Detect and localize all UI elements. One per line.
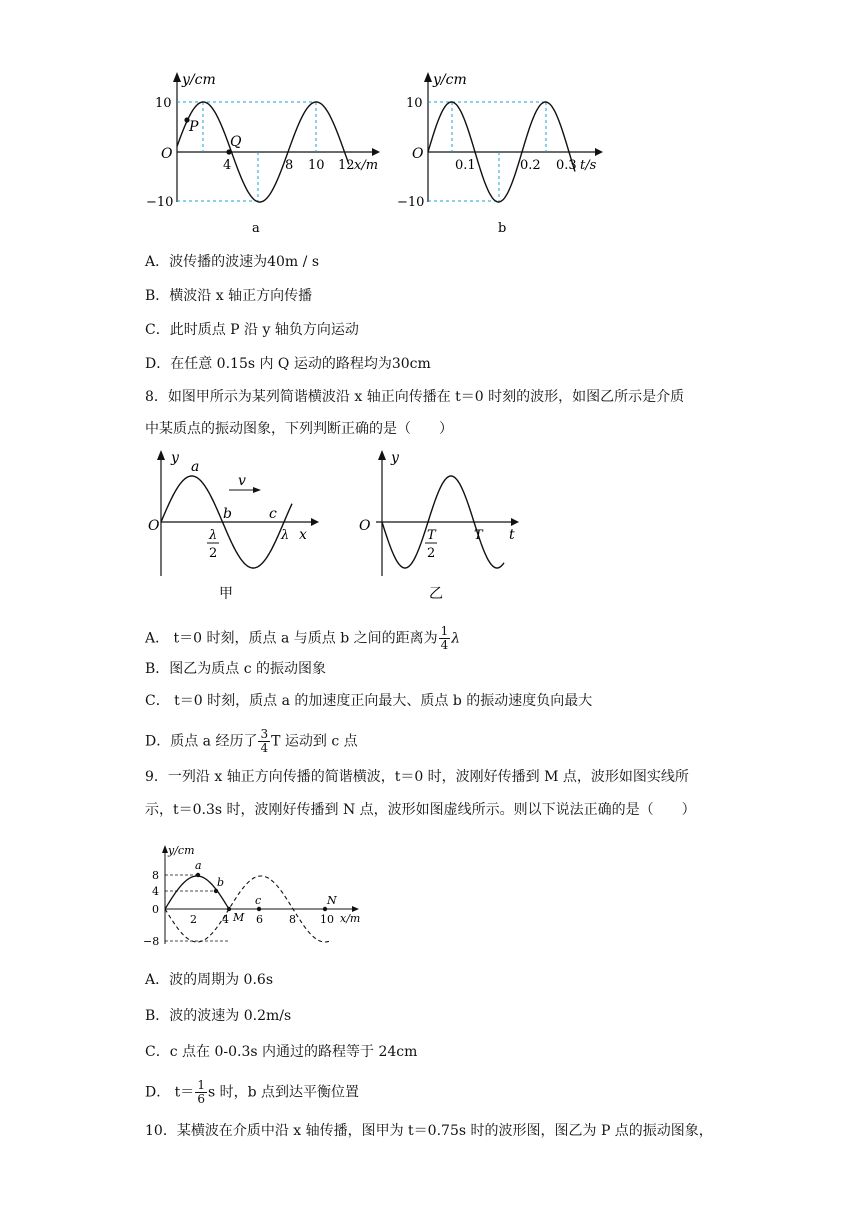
x-axis-label: x <box>299 527 307 543</box>
q8-option-d-text: D．质点 a 经历了 <box>145 733 258 750</box>
point-b-label: b <box>223 506 232 522</box>
q8-option-a <box>145 625 460 652</box>
x-tick-4: 4 <box>223 158 232 173</box>
figure-yi-vibration <box>355 448 530 603</box>
x-tick-0.2: 0.2 <box>520 158 541 173</box>
point-c-label: c <box>255 894 262 907</box>
q10-stem-line-1: 10．某横波在介质中沿 x 轴传播，图甲为 t＝0.75s 时的波形图，图乙为 P 点的振动图象， <box>145 1123 713 1139</box>
lambda-label: λ <box>281 528 290 543</box>
point-m-label: M <box>233 911 245 924</box>
point-a-dot <box>196 873 200 877</box>
point-c-dot <box>257 907 261 911</box>
q8-stem-line-2: 中某质点的振动图象，下列判断正确的是（ ） <box>145 421 453 437</box>
origin-label: O <box>412 146 424 162</box>
lambda-symbol: λ <box>451 630 461 647</box>
x-tick-8: 8 <box>289 913 296 926</box>
point-a-label: a <box>191 459 200 475</box>
q8-option-b: B．图乙为质点 c 的振动图象 <box>145 661 327 677</box>
y-min-label: −10 <box>397 195 425 210</box>
q9-option-c: C．c 点在 0-0.3s 内通过的路程等于 24cm <box>145 1044 418 1060</box>
x-tick-6: 6 <box>256 913 263 926</box>
fraction-three-quarters <box>258 728 270 755</box>
q8-option-d-tail: T 运动到 c 点 <box>271 733 358 750</box>
fraction-one-sixth <box>195 1079 207 1106</box>
q7-option-d: D．在任意 0.15s 内 Q 运动的路程均为30cm <box>145 356 431 372</box>
fraction-numerator: 1 <box>440 624 449 638</box>
y-tick-8: 8 <box>152 869 159 882</box>
point-q-dot <box>226 149 231 154</box>
point-c-label: c <box>269 506 277 522</box>
x-axis-label: t/s <box>580 158 597 173</box>
figure-caption-yi: 乙 <box>429 586 443 602</box>
q9-stem-line-1: 9．一列沿 x 轴正方向传播的简谐横波，t＝0 时，波刚好传播到 M 点，波形如图实线所 <box>145 769 689 785</box>
q8-option-c: C． t＝0 时刻，质点 a 的加速度正向最大、质点 b 的振动速度负向最大 <box>145 693 593 709</box>
y-axis-label: y <box>391 450 399 466</box>
figure-b-vibration-graph <box>395 68 615 238</box>
fraction-one-quarter <box>439 625 451 652</box>
x-tick-10: 10 <box>308 158 325 173</box>
x-tick-2: 2 <box>190 913 197 926</box>
y-tick-neg8: −8 <box>143 935 160 948</box>
q8-option-a-text: A． t＝0 时刻，质点 a 与质点 b 之间的距离为 <box>145 630 438 647</box>
point-a-label: a <box>195 859 202 872</box>
q7-option-c: C．此时质点 P 沿 y 轴负方向运动 <box>145 322 359 338</box>
x-tick-0.1: 0.1 <box>455 158 476 173</box>
q7-option-a: A．波传播的波速为40m / s <box>145 254 320 270</box>
fraction-denominator: 6 <box>197 1092 205 1106</box>
point-n-label: N <box>327 894 337 907</box>
y-axis-label: y/cm <box>433 72 467 88</box>
x-tick-12: 12 <box>338 158 355 173</box>
figure-caption-b: b <box>498 221 507 236</box>
q9-option-b: B．波的波速为 0.2m/s <box>145 1008 292 1024</box>
fraction-denominator: 4 <box>440 638 449 652</box>
figure-q9-wave <box>140 840 370 950</box>
figure-a-wave-graph <box>146 68 390 238</box>
x-axis-label: x/m <box>340 912 361 925</box>
x-tick-0.3: 0.3 <box>556 158 577 173</box>
t-axis-label: t <box>509 527 515 543</box>
y-max-label: 10 <box>155 96 172 111</box>
y-axis-label: y/cm <box>168 844 195 857</box>
x-tick-8: 8 <box>285 158 294 173</box>
lambda-half-numerator: λ <box>209 528 218 543</box>
point-n-dot <box>323 907 327 911</box>
q9-option-a: A．波的周期为 0.6s <box>145 972 274 988</box>
q9-option-d-text: D． t＝ <box>145 1084 195 1101</box>
t-half-numerator: T <box>427 528 436 543</box>
point-m-dot <box>227 907 231 911</box>
t-half-denominator: 2 <box>427 546 436 561</box>
figure-caption-a: a <box>252 221 260 236</box>
y-tick-4: 4 <box>152 885 159 898</box>
y-min-label: −10 <box>146 195 174 210</box>
y-tick-0: 0 <box>152 903 159 916</box>
y-max-label: 10 <box>406 96 423 111</box>
q7-option-b: B．横波沿 x 轴正方向传播 <box>145 288 313 304</box>
velocity-label: v <box>238 473 246 489</box>
point-q-label: Q <box>230 134 242 150</box>
q9-option-d <box>145 1079 359 1106</box>
q8-stem-line-1: 8．如图甲所示为某列简谐横波沿 x 轴正向传播在 t＝0 时刻的波形，如图乙所示是介质 <box>145 389 685 405</box>
q9-option-d-tail: s 时，b 点到达平衡位置 <box>207 1084 359 1101</box>
y-axis-label: y <box>171 450 179 466</box>
x-tick-4: 4 <box>222 913 229 926</box>
origin-label: O <box>148 518 160 534</box>
point-b-label: b <box>217 876 225 889</box>
figure-caption-jia: 甲 <box>219 586 233 602</box>
fraction-denominator: 4 <box>260 741 269 755</box>
period-label: T <box>474 528 483 543</box>
origin-label: O <box>359 518 371 534</box>
point-p-label: P <box>189 119 199 135</box>
x-tick-10: 10 <box>320 913 334 926</box>
origin-label: O <box>161 146 173 162</box>
x-axis-label: x/m <box>354 158 379 173</box>
point-b-dot <box>214 889 218 893</box>
q8-option-d <box>145 728 358 755</box>
fraction-numerator: 3 <box>260 727 269 741</box>
figure-jia-waveform <box>145 448 325 603</box>
y-axis-label: y/cm <box>182 72 216 88</box>
fraction-numerator: 1 <box>197 1078 205 1092</box>
q9-stem-line-2: 示，t＝0.3s 时，波刚好传播到 N 点，波形如图虚线所示。则以下说法正确的是（ ） <box>145 802 696 818</box>
lambda-half-denominator: 2 <box>209 546 218 561</box>
